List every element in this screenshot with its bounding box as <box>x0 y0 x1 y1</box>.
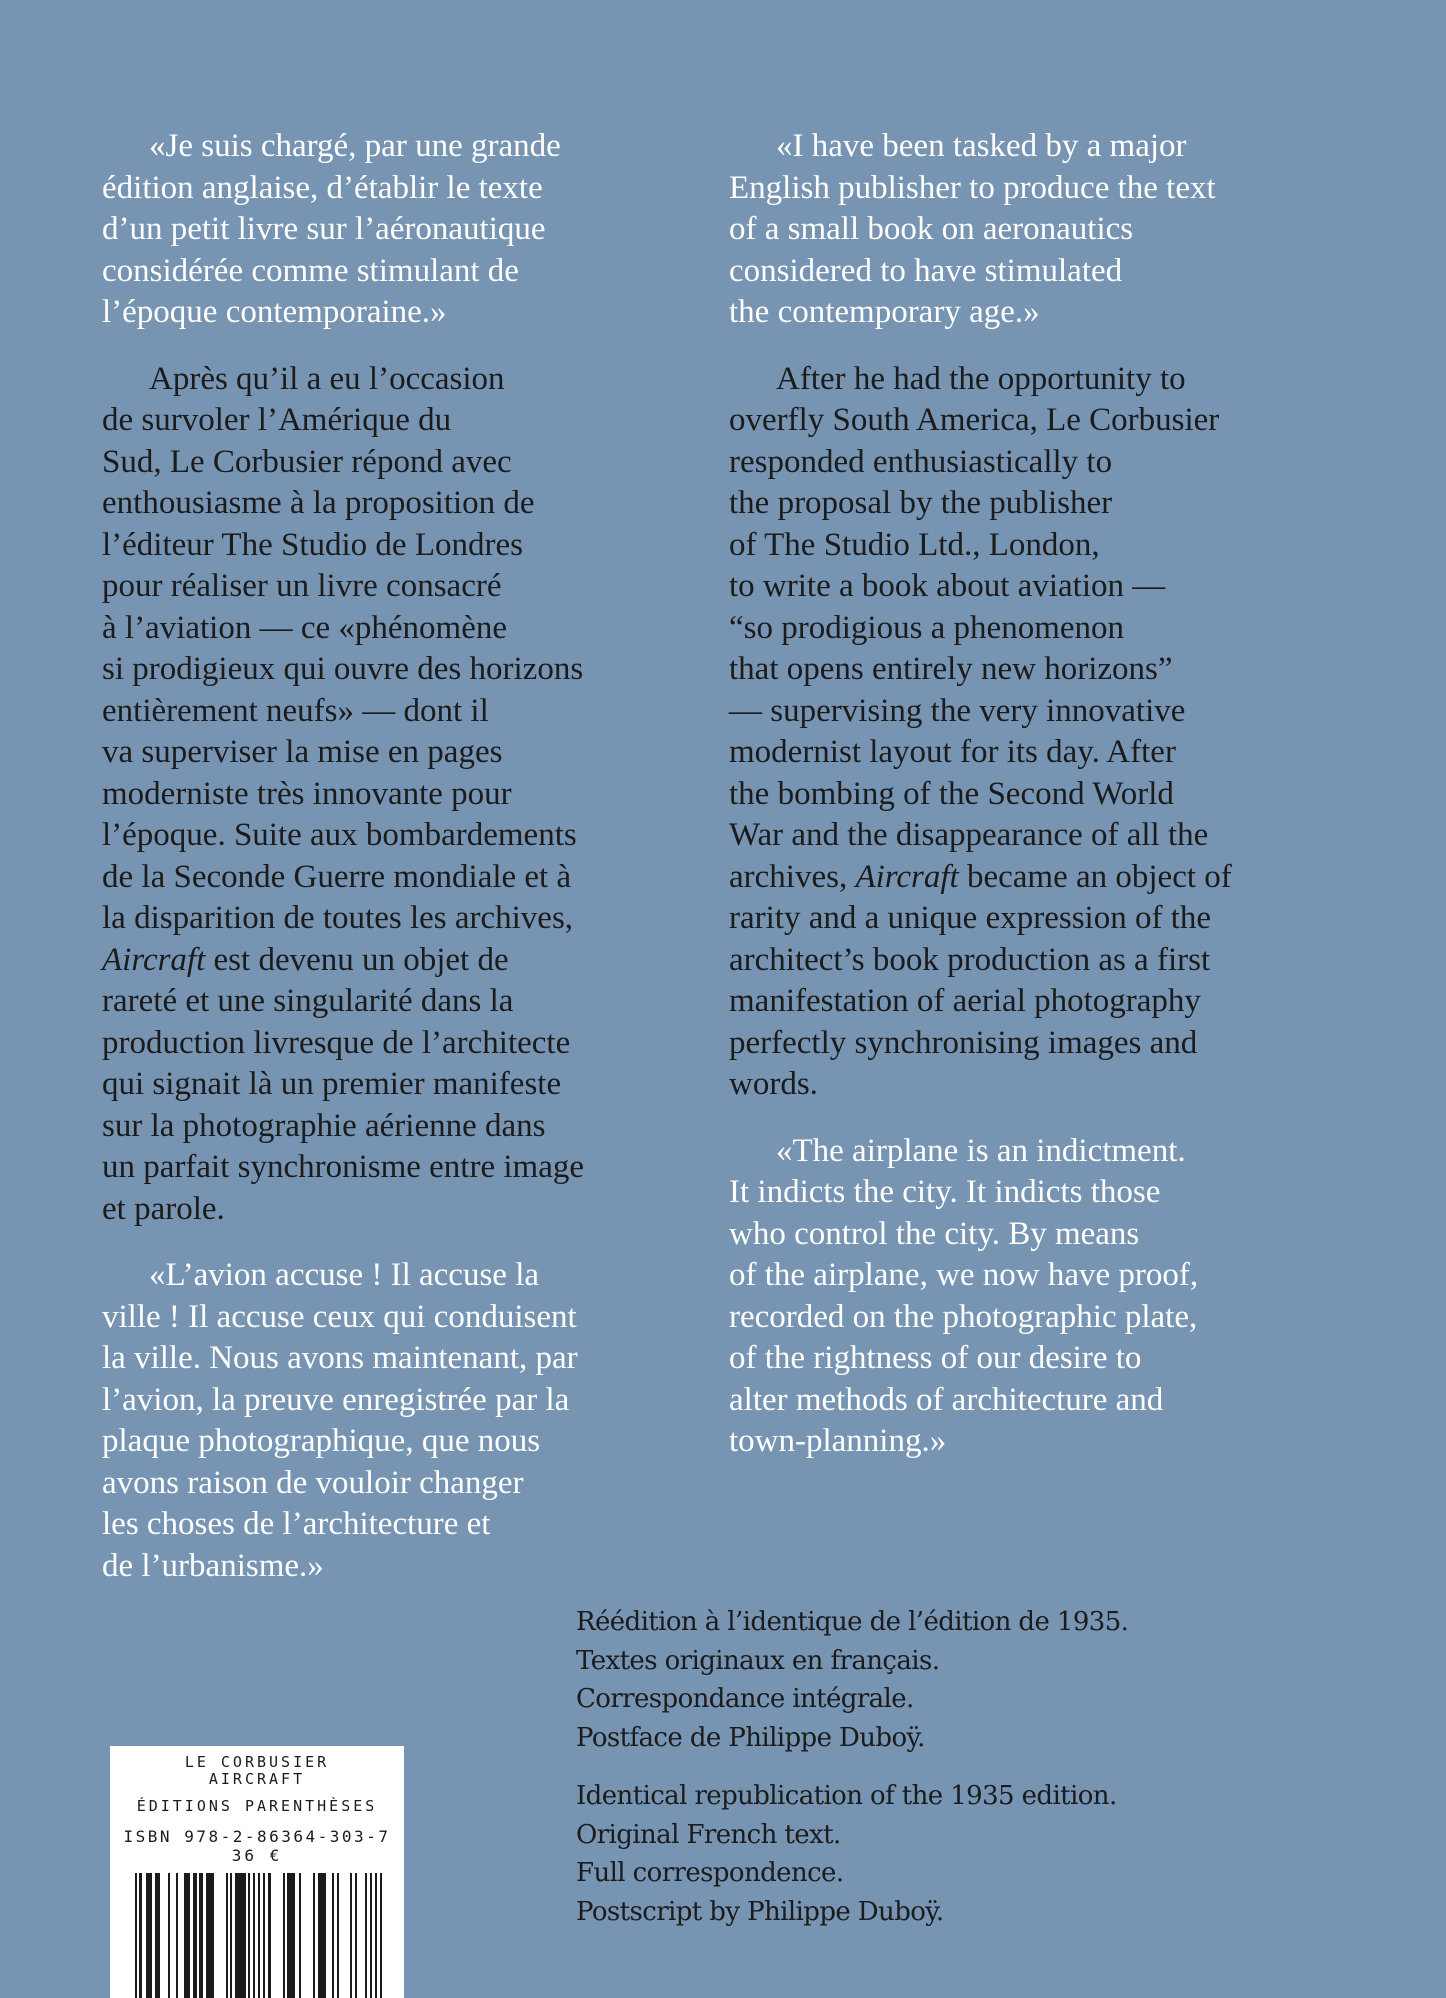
barcode-author: LE CORBUSIER <box>184 1753 330 1771</box>
barcode-bar <box>299 1873 301 1998</box>
text-line: who control the city. By means <box>729 1215 1140 1252</box>
text-line: «The airplane is an indictment. <box>776 1132 1186 1169</box>
text-line: the bombing of the Second World <box>729 775 1174 812</box>
text-line: avons raison de vouloir changer <box>102 1464 524 1501</box>
text-line: modernist layout for its day. After <box>729 734 1176 770</box>
text-line: l’époque contemporaine.» <box>102 294 447 330</box>
barcode-bar <box>283 1873 285 1998</box>
barcode-bar <box>380 1873 382 1998</box>
text-line: «I have been tasked by a major <box>776 128 1187 164</box>
text-line: ville ! Il accuse ceux qui conduisent <box>102 1298 577 1335</box>
barcode-bar <box>263 1873 265 1998</box>
quotation-paragraph <box>729 1131 1369 1463</box>
text-line: It indicts the city. It indicts those <box>729 1174 1161 1210</box>
text-line: architect’s book production as a first <box>729 941 1211 978</box>
text-line: si prodigieux qui ouvre des horizons <box>102 651 584 687</box>
colophon <box>576 1603 1128 1951</box>
text-line: la ville. Nous avons maintenant, par <box>102 1340 578 1376</box>
barcode-isbn: ISBN 978-2-86364-303-7 <box>123 1827 391 1846</box>
text-line: qui signait là un premier manifeste <box>102 1066 562 1102</box>
barcode-bar <box>355 1873 357 1998</box>
text-line: that opens entirely new horizons” <box>729 651 1173 687</box>
text-line: considered to have stimulated <box>729 252 1123 289</box>
text-line: of a small book on aeronautics <box>729 211 1134 247</box>
colophon-line: Textes originaux en français. <box>576 1645 940 1676</box>
quotation-paragraph <box>102 1255 702 1587</box>
text-line: entièrement neufs» — dont il <box>102 692 489 729</box>
text-line: d’un petit livre sur l’aéronautique <box>102 211 546 247</box>
text-line: to write a book about aviation — <box>729 568 1166 604</box>
text-line: les choses de l’architecture et <box>102 1506 491 1542</box>
text-line: rarity and a unique expression of the <box>729 900 1212 936</box>
text-line: «Je suis chargé, par une grande <box>149 128 561 164</box>
barcode-bar <box>248 1873 250 1998</box>
text-line: de la Seconde Guerre mondiale et à <box>102 858 572 895</box>
colophon-line: Réédition à l’identique de l’édition de 1935. <box>576 1607 1129 1637</box>
barcode-bar <box>226 1873 228 1998</box>
text-line: of the rightness of our desire to <box>729 1340 1142 1376</box>
french-text-column <box>102 126 702 1612</box>
text-line: “so prodigious a phenomenon <box>729 609 1125 646</box>
text-line: of the airplane, we now have proof, <box>729 1257 1199 1293</box>
text-line: «L’avion accuse ! Il accuse la <box>149 1257 540 1293</box>
barcode-bar <box>184 1873 190 1998</box>
barcode-bar <box>139 1873 142 1998</box>
quotation-paragraph <box>102 126 702 334</box>
text-line: War and the disappearance of all the <box>729 817 1209 853</box>
colophon-english <box>576 1777 1128 1931</box>
text-line: un parfait synchronisme entre image <box>102 1149 584 1185</box>
text-line: of The Studio Ltd., London, <box>729 526 1100 563</box>
barcode-bar <box>193 1873 197 1998</box>
barcode-bar <box>287 1873 295 1998</box>
barcode-bar <box>168 1873 170 1998</box>
text-line: responded enthusiastically to <box>729 443 1113 480</box>
colophon-line: Postscript by Philippe Duboÿ. <box>576 1896 944 1927</box>
colophon-line: Identical republication of the 1935 edition. <box>576 1781 1117 1811</box>
barcode-bar <box>206 1873 214 1998</box>
barcode-bar <box>230 1873 232 1998</box>
body-paragraph <box>729 359 1369 1106</box>
barcode-title: AIRCRAFT <box>208 1770 306 1788</box>
barcode-price: 36 € <box>231 1846 283 1865</box>
text-line: alter methods of architecture and <box>729 1381 1164 1418</box>
text-line: sur la photographie aérienne dans <box>102 1107 546 1144</box>
quotation-paragraph <box>729 126 1369 334</box>
barcode-bar <box>370 1873 372 1998</box>
text-line: town-planning.» <box>729 1423 947 1459</box>
text-line: words. <box>729 1066 818 1102</box>
barcode-bar <box>268 1873 271 1998</box>
text-line: l’éditeur The Studio de Londres <box>102 526 523 563</box>
text-line: overfly South America, Le Corbusier <box>729 402 1220 438</box>
text-line: — supervising the very innovative <box>729 692 1186 729</box>
text-line: de survoler l’Amérique du <box>102 402 452 438</box>
text-line: After he had the opportunity to <box>776 360 1186 397</box>
colophon-line: Correspondance intégrale. <box>576 1684 914 1714</box>
colophon-french <box>576 1603 1128 1757</box>
text-line: English publisher to produce the text <box>729 169 1216 206</box>
barcode-bar <box>332 1873 334 1998</box>
text-line: archives, Aircraft became an object of <box>729 858 1232 895</box>
barcode-bar <box>318 1873 326 1998</box>
text-line: édition anglaise, d’établir le texte <box>102 169 543 206</box>
text-line: va superviser la mise en pages <box>102 734 503 770</box>
barcode-bar <box>253 1873 255 1998</box>
body-paragraph <box>102 359 702 1231</box>
text-line: the contemporary age.» <box>729 294 1040 330</box>
text-line: l’avion, la preuve enregistrée par la <box>102 1381 570 1418</box>
barcode-bar <box>258 1873 260 1998</box>
text-line: de l’urbanisme.» <box>102 1547 324 1584</box>
barcode-bar <box>375 1873 377 1998</box>
barcode-bar <box>176 1873 178 1998</box>
english-text-column <box>729 126 1369 1488</box>
text-line: considérée comme stimulant de <box>102 252 519 289</box>
text-line: Aircraft est devenu un objet de <box>102 941 509 978</box>
text-line: la disparition de toutes les archives, <box>102 900 574 936</box>
text-line: à l’aviation — ce «phénomène <box>102 609 508 646</box>
barcode-bar <box>155 1873 160 1998</box>
barcode-publisher: ÉDITIONS PARENTHÈSES <box>136 1797 378 1815</box>
barcode-icon <box>110 1873 404 1998</box>
text-line: recorded on the photographic plate, <box>729 1298 1198 1335</box>
text-line: manifestation of aerial photography <box>729 983 1201 1019</box>
text-line: Après qu’il a eu l’occasion <box>149 360 505 397</box>
colophon-line: Original French text. <box>576 1819 841 1850</box>
barcode-bar <box>350 1873 352 1998</box>
barcode-label <box>110 1746 404 1998</box>
barcode-bar <box>337 1873 339 1998</box>
text-line: pour réaliser un livre consacré <box>102 568 502 604</box>
text-line: enthousiasme à la proposition de <box>102 485 535 521</box>
colophon-line: Full correspondence. <box>576 1858 844 1888</box>
text-line: plaque photographique, que nous <box>102 1423 541 1459</box>
text-line: rareté et une singularité dans la <box>102 983 514 1019</box>
text-line: l’époque. Suite aux bombardements <box>102 817 577 853</box>
text-line: perfectly synchronising images and <box>729 1024 1198 1061</box>
barcode-bar <box>235 1873 246 1998</box>
barcode-bar <box>365 1873 367 1998</box>
colophon-line: Postface de Philippe Duboÿ. <box>576 1722 925 1753</box>
text-line: production livresque de l’architecte <box>102 1024 571 1061</box>
text-line: Sud, Le Corbusier répond avec <box>102 443 512 480</box>
text-line: et parole. <box>102 1190 225 1227</box>
barcode-bar <box>146 1873 152 1998</box>
barcode-bar <box>135 1873 137 1998</box>
text-line: moderniste très innovante pour <box>102 775 512 812</box>
text-line: the proposal by the publisher <box>729 485 1113 521</box>
barcode-bar <box>199 1873 203 1998</box>
barcode-bar <box>313 1873 315 1998</box>
